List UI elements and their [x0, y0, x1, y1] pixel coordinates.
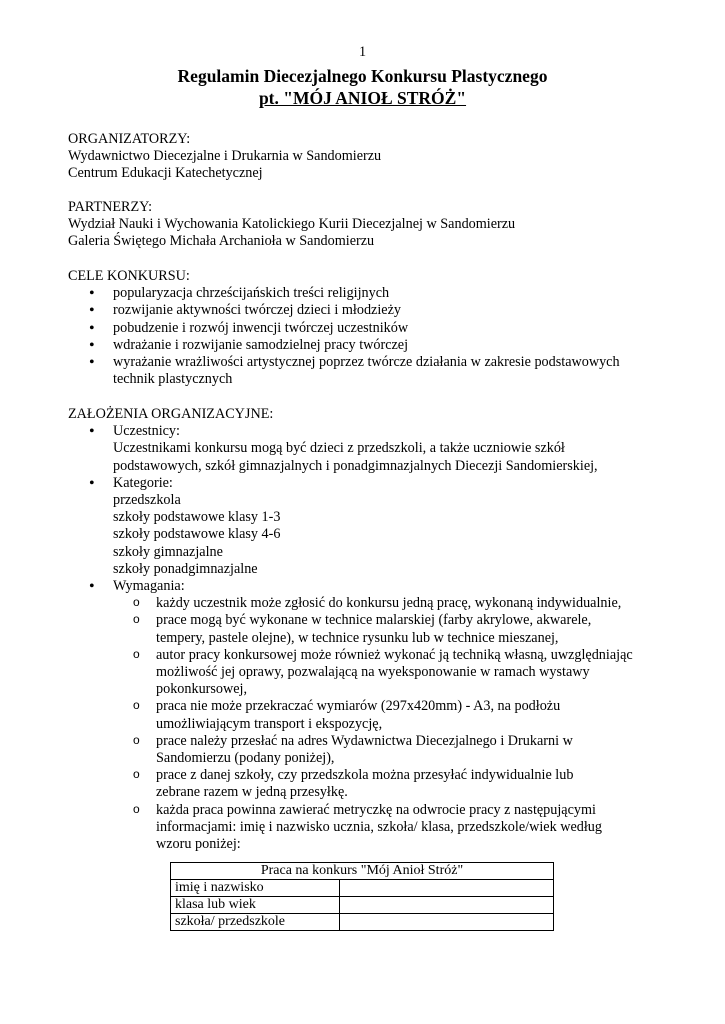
- document-title: Regulamin Diecezjalnego Konkursu Plastycznego: [177, 66, 548, 86]
- partner-line: Galeria Świętego Michała Archanioła w Sandomierzu: [68, 233, 375, 250]
- goals-section: [68, 268, 668, 388]
- requirement-item: o praca nie może przekraczać wymiarów (297x420mm) - A3, na podłożu umożliwiającym transport i ekspozycję,: [68, 698, 576, 732]
- organizers-section: [68, 131, 668, 183]
- category-item: szkoły gimnazjalne: [113, 543, 223, 560]
- table-empty-cell: [340, 914, 554, 931]
- requirements-label: • Wymagania:: [68, 578, 668, 595]
- table-row: [171, 897, 554, 914]
- partners-section: [68, 199, 668, 251]
- requirement-item: o każda praca powinna zawierać metryczkę na odwrocie pracy z następującymi informacjami: imię i nazwisko ucznia, szkoła/ klasa, przedszkole/wiek według wzoru poniżej:: [68, 802, 631, 854]
- goal-item: • popularyzacja chrześcijańskich treści religijnych: [68, 285, 668, 302]
- category-item: szkoły podstawowe klasy 1-3: [113, 509, 281, 526]
- page-number: 1: [358, 44, 367, 60]
- category-item: szkoły ponadgimnazjalne: [113, 560, 258, 577]
- partners-heading: PARTNERZY:: [68, 199, 153, 215]
- assumptions-heading: ZAŁOŻENIA ORGANIZACYJNE:: [68, 406, 274, 422]
- organizer-line: Centrum Edukacji Katechetycznej: [68, 165, 263, 182]
- table-row: [171, 880, 554, 897]
- goal-item: • wyrażanie wrażliwości artystycznej poprzez twórcze działania w zakresie podstawowych technik plastycznych: [68, 354, 633, 388]
- table-empty-cell: [340, 897, 554, 914]
- table-label-cell: imię i nazwisko: [171, 880, 340, 897]
- requirement-item: o prace należy przesłać na adres Wydawnictwa Diecezjalnego i Drukarni w Sandomierzu (podany poniżej),: [68, 733, 586, 767]
- requirement-item: o prace mogą być wykonane w technice malarskiej (farby akrylowe, akwarele, tempery, pastele olejne), w technice rysunku lub w technice mieszanej,: [68, 612, 596, 646]
- goals-heading: CELE KONKURSU:: [68, 268, 190, 284]
- assumptions-section: [68, 406, 668, 853]
- table-label-cell: klasa lub wiek: [171, 897, 340, 914]
- goal-item: • pobudzenie i rozwój inwencji twórczej uczestników: [68, 320, 668, 337]
- categories-label: • Kategorie:: [68, 475, 668, 492]
- metrics-form-table: [170, 862, 554, 931]
- table-empty-cell: [340, 880, 554, 897]
- participants-text: Uczestnikami konkursu mogą być dzieci z przedszkoli, a także uczniowie szkół podstawowych, szkół gimnazjalnych i ponadgimnazjalnych Diecezji Sandomierskiej,: [113, 440, 598, 474]
- requirement-item: o autor pracy konkursowej może również wykonać ją techniką własną, uwzględniając możliwość jej oprawy, pozwalającą na wyeksponowanie w ramach wystawy pokonkursowej,: [68, 647, 641, 699]
- document-subtitle: pt. "MÓJ ANIOŁ STRÓŻ": [258, 88, 467, 108]
- requirement-item: o prace z danej szkoły, czy przedszkola można przesyłać indywidualnie lub zebrane razem w jedną przesyłkę.: [68, 767, 606, 801]
- organizers-heading: ORGANIZATORZY:: [68, 131, 191, 147]
- table-label-cell: szkoła/ przedszkole: [171, 914, 340, 931]
- category-item: przedszkola: [113, 492, 181, 509]
- table-row: [171, 914, 554, 931]
- goal-item: • rozwijanie aktywności twórczej dzieci i młodzieży: [68, 302, 668, 319]
- organizer-line: Wydawnictwo Diecezjalne i Drukarnia w Sandomierzu: [68, 148, 382, 165]
- table-header: Praca na konkurs "Mój Anioł Stróż": [171, 863, 554, 880]
- goal-item: • wdrażanie i rozwijanie samodzielnej pracy twórczej: [68, 337, 668, 354]
- participants-label: • Uczestnicy:: [68, 423, 668, 440]
- requirement-item: o każdy uczestnik może zgłosić do konkursu jedną pracę, wykonaną indywidualnie,: [68, 595, 636, 612]
- table-row: [171, 863, 554, 880]
- category-item: szkoły podstawowe klasy 4-6: [113, 526, 281, 543]
- partner-line: Wydział Nauki i Wychowania Katolickiego Kurii Diecezjalnej w Sandomierzu: [68, 216, 516, 233]
